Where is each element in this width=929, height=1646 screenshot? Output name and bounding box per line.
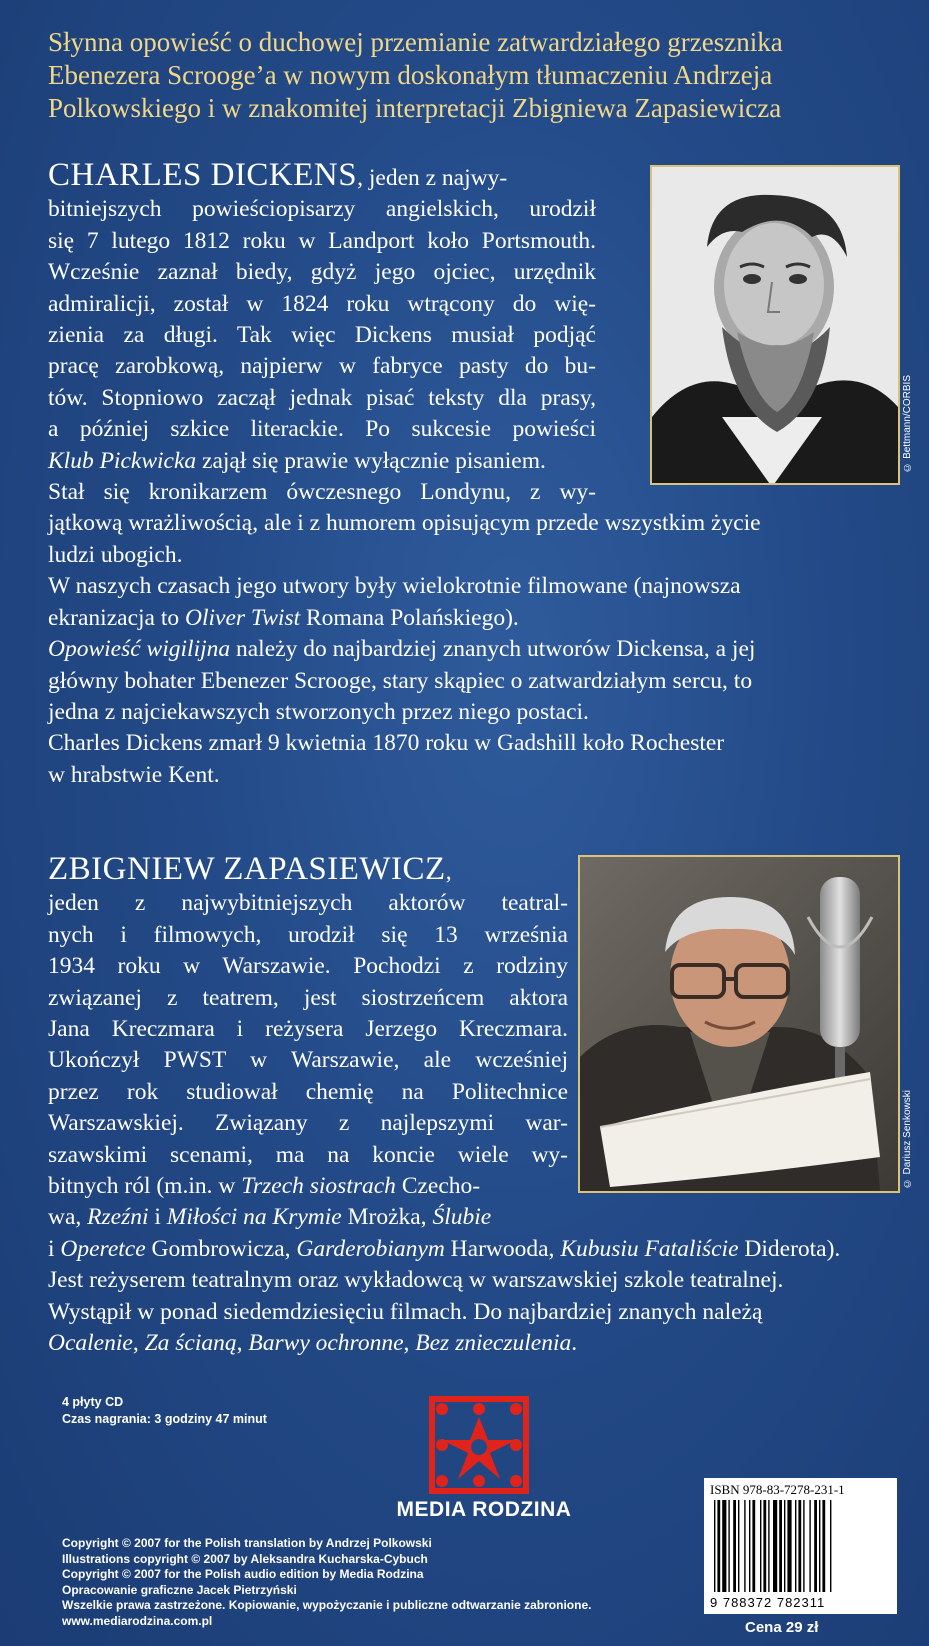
barcode-bar: [728, 1500, 729, 1592]
barcode-bar: [814, 1500, 817, 1592]
zapasiewicz-bio: ZBIGNIEW ZAPASIEWICZ, jeden z najwybitniejszych aktorów teatral- nych i filmowych, urodził się 13 września 1934 roku w Warszawie. Pochodzi z rodziny związanej z teatrem, jest siostrzeńcem aktora Jana Kreczmara i reżysera Jerzego Kreczmara. Ukończył PWST w Warszawie, ale wcześniej przez rok studiował chemię na Politechnice Warszawskiej. Związany z najlepszymi war- szawskimi scenami, ma na koncie wiele wy- bitnych ról (m.in. w Trzech siostrach Czecho- wa, Rzeźni i Miłości na Krymie Mrożka, Ślubie i Operetce Gombrowicza, Garderobianym Harwooda, Kubusiu Fataliście Diderota). Jest reżyserem teatralnym oraz wykładowcą w warszawskiej szkole teatralnej. Wystąpił w ponad siedemdziesięciu filmach. Do najbardziej znanych należą Ocalenie, Za ścianą, Barwy ochronne, Bez znieczulenia.: [48, 851, 841, 1357]
barcode-bars: [710, 1500, 891, 1595]
barcode-digits: 9 788372 782311: [710, 1595, 826, 1610]
barcode-bar: [773, 1500, 777, 1592]
barcode-bar: [768, 1500, 769, 1592]
zapasiewicz-portrait: [578, 855, 900, 1193]
book-title: Opowieść wigilijna: [48, 636, 231, 663]
barcode-bar: [822, 1500, 825, 1592]
publisher-logo-icon: [428, 1395, 530, 1495]
barcode-bar: [830, 1500, 831, 1592]
barcode-bar: [798, 1500, 801, 1592]
barcode-bar: [819, 1500, 820, 1592]
publisher-name: MEDIA RODZINA: [396, 1498, 572, 1521]
barcode: [704, 1478, 897, 1614]
barcode-bar: [738, 1500, 739, 1592]
barcode-bar: [714, 1500, 715, 1592]
barcode-bar: [717, 1500, 720, 1592]
barcode-bar: [760, 1500, 761, 1592]
film-title: Oliver Twist: [185, 604, 301, 631]
photo-credit: © Dariusz Senkowski: [902, 1090, 913, 1189]
barcode-bar: [749, 1500, 750, 1592]
barcode-bar: [809, 1500, 810, 1592]
intro-blurb: [48, 26, 898, 125]
actor-name: ZBIGNIEW ZAPASIEWICZ: [48, 851, 446, 887]
book-title: Klub Pickwicka: [48, 447, 197, 474]
photo-credit: © Bettmann/CORBIS: [902, 375, 913, 473]
intro-line: Słynna opowieść o duchowej przemianie zatwardziałego grzesznika: [48, 27, 783, 57]
publisher-logo: [428, 1395, 530, 1495]
barcode-bar: [744, 1500, 745, 1592]
author-name: CHARLES DICKENS: [48, 157, 358, 193]
barcode-bar: [803, 1500, 804, 1592]
barcode-bar: [779, 1500, 782, 1592]
barcode-bar: [722, 1500, 726, 1592]
barcode-bar: [795, 1500, 796, 1592]
barcode-bar: [763, 1500, 766, 1592]
dickens-bio: CHARLES DICKENS, jeden z najwy- bitniejszych powieściopisarzy angielskich, urodził się 7 lutego 1812 roku w Landport koło Portsmouth. Wcześnie zaznał biedy, gdyż jego ojciec, urzędnik admiralicji, został w 1824 roku wtrącony do wię- zienia za długi. Tak więc Dickens musiał podjąć pracę zarobkową, najpierw w fabryce pasty do bu- tów. Stopniowo zaczął jednak pisać teksty dla prasy, a później szkice literackie. Po sukcesie powieści Klub Pickwicka zajął się prawie wyłącznie pisaniem. Stał się kronikarzem ówczesnego Londynu, z wy- jątkową wrażliwością, ale i z humorem opisującym przede wszystkim życie ludzi ubogich. W naszych czasach jego utwory były wielokrotnie filmowane (najnowsza ekranizacja to Oliver Twist Romana Polańskiego). Opowieść wigilijna należy do najbardziej znanych utworów Dickensa, a jej główny bohater Ebenezer Scrooge, stary skąpiec o zatwardziałym sercu, to jedna z najciekawszych stworzonych przez niego postaci. Charles Dickens zmarł 9 kwietnia 1870 roku w Gadshill koło Rochester w hrabstwie Kent.: [48, 157, 761, 788]
copyright-block: Copyright © 2007 for the Polish translation by Andrzej Polkowski Illustrations copyright © 2007 by Aleksandra Kucharska-Cybuch Copyright © 2007 for the Polish audio edition by Media Rodzina Opracowanie graficzne Jacek Pietrzyński Wszelkie prawa zastrzeżone. Kopiowanie, wypożyczanie i publiczne odtwarzanie zabronione. www.mediarodzina.com.pl: [62, 1536, 592, 1628]
barcode-bar: [787, 1500, 791, 1592]
dickens-portrait-image: [652, 167, 898, 483]
zapasiewicz-portrait-image: [580, 857, 898, 1191]
intro-line: Ebenezera Scrooge’a w nowym doskonałym tłumaczeniu Andrzeja: [48, 60, 773, 90]
price-label: Cena 29 zł: [745, 1619, 819, 1636]
dickens-portrait: [650, 165, 900, 485]
intro-line: Polkowskiego i w znakomitej interpretacji Zbigniewa Zapasiewicza: [48, 93, 782, 123]
barcode-bar: [784, 1500, 785, 1592]
isbn-label: ISBN 978-83-7278-231-1: [710, 1482, 845, 1497]
barcode-bar: [733, 1500, 736, 1592]
barcode-bar: [752, 1500, 755, 1592]
cd-info: 4 płyty CD Czas nagrania: 3 godziny 47 minut: [62, 1395, 267, 1426]
